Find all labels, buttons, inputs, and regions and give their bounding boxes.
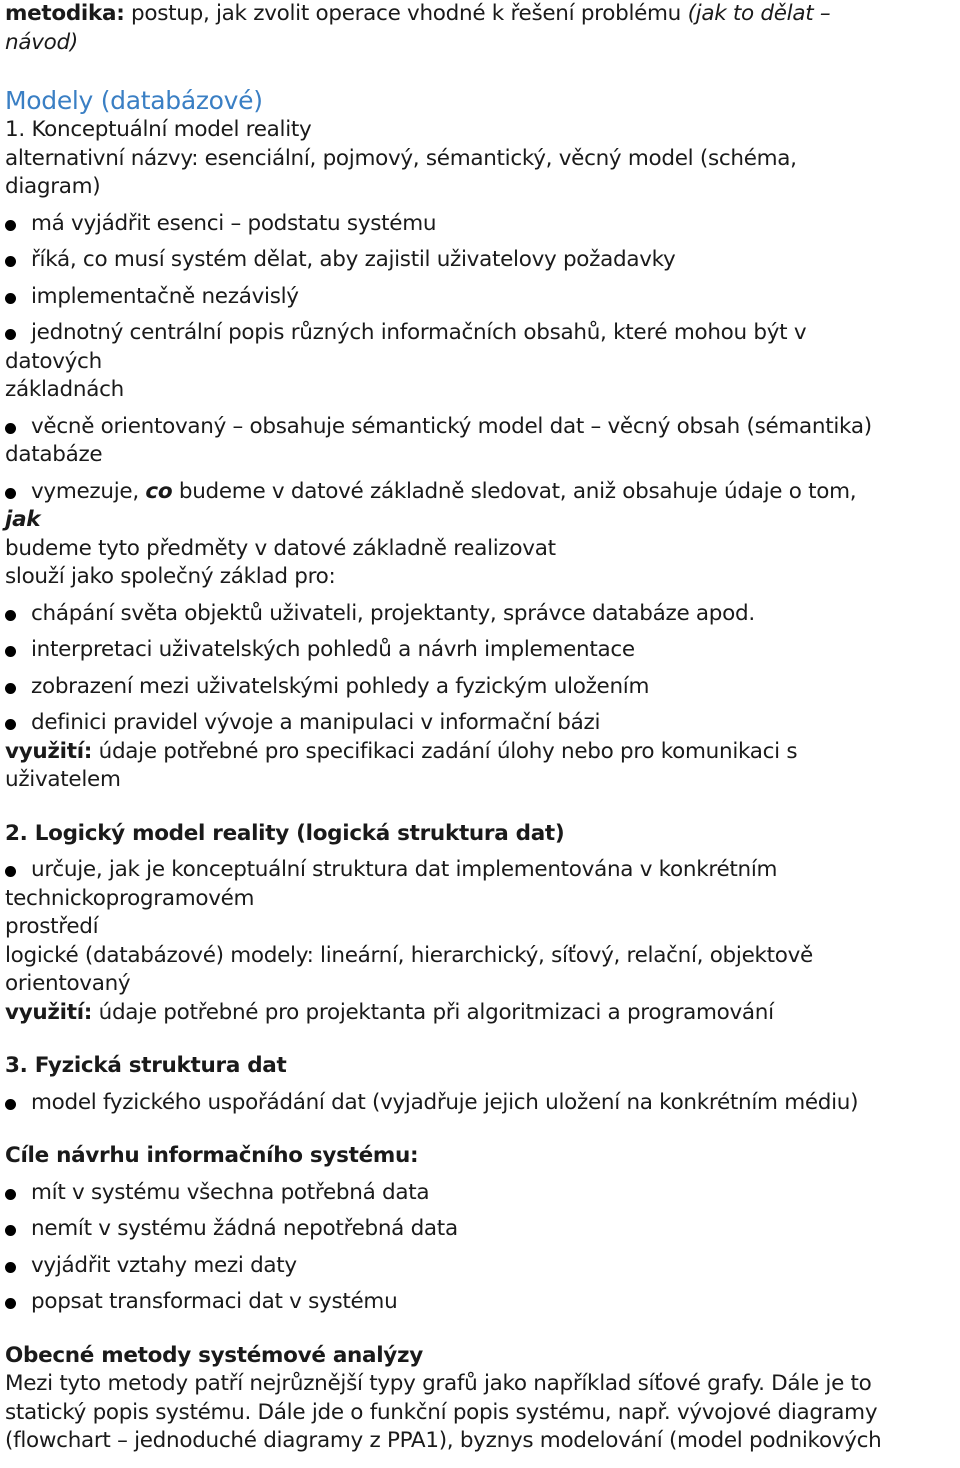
bullet-dot-icon bbox=[5, 256, 16, 267]
s1-use-label: využití: bbox=[5, 738, 93, 764]
s1-use-line: využití: údaje potřebné pro specifikaci zadání úlohy nebo pro komunikaci s bbox=[5, 738, 798, 764]
bullet-dot-icon bbox=[5, 1298, 16, 1309]
bullet-dot-icon bbox=[5, 610, 16, 621]
bullet-dot-icon bbox=[5, 1262, 16, 1273]
s2-use-label: využití: bbox=[5, 999, 93, 1025]
s1-bullet-6: vymezuje, co budeme v datové základně sledovat, aniž obsahuje údaje o tom, bbox=[5, 478, 955, 507]
goals-bullet-4: popsat transformaci dat v systému bbox=[5, 1288, 955, 1317]
intro-italic-2: návod) bbox=[5, 29, 78, 55]
s1-bullet-4-line-2: datových bbox=[5, 348, 102, 374]
intro-italic-1: (jak to dělat – bbox=[687, 1, 831, 26]
bullet-dot-icon bbox=[5, 1099, 16, 1110]
section-1-heading: 1. Konceptuální model reality bbox=[5, 117, 312, 142]
s1-bullet-2: říká, co musí systém dělat, aby zajistil uživatelovy požadavky bbox=[5, 246, 955, 275]
s1-bullet-5: věcně orientovaný – obsahuje sémantický model dat – věcný obsah (sémantika) bbox=[5, 413, 955, 442]
goals-bullet-1: mít v systému všechna potřebná data bbox=[5, 1179, 955, 1208]
s1-bullet-3: implementačně nezávislý bbox=[5, 283, 955, 312]
s1-bullet-7: chápání světa objektů uživateli, projektanty, správce databáze apod. bbox=[5, 600, 955, 629]
goals-heading: Cíle návrhu informačního systému: bbox=[5, 1143, 419, 1168]
s2-bullet-1-line-2: technickoprogramovém bbox=[5, 885, 255, 911]
s2-bullet-1: určuje, jak je konceptuální struktura dat implementována v konkrétním bbox=[5, 856, 955, 885]
s1-use-line-2: uživatelem bbox=[5, 767, 121, 792]
bullet-dot-icon bbox=[5, 1225, 16, 1236]
s1-alt-line-2: diagram) bbox=[5, 174, 101, 199]
bullet-dot-icon bbox=[5, 1189, 16, 1200]
s1-bullet-10: definici pravidel vývoje a manipulaci v informační bázi bbox=[5, 709, 955, 738]
s1-bullet-9: zobrazení mezi uživatelskými pohledy a fyzickým uložením bbox=[5, 673, 955, 702]
intro-line-1 bbox=[5, 0, 955, 29]
bullet-dot-icon bbox=[5, 646, 16, 657]
emph-co: co bbox=[145, 478, 173, 504]
s2-bullet-1-line-3: prostředí bbox=[5, 914, 99, 939]
methods-heading: Obecné metody systémové analýzy bbox=[5, 1342, 423, 1368]
s1-alt-line-1: alternativní názvy: esenciální, pojmový, sémantický, věcný model (schéma, bbox=[5, 145, 797, 171]
bullet-dot-icon bbox=[5, 423, 16, 434]
section-2-heading: 2. Logický model reality (logická struktura dat) bbox=[5, 820, 565, 846]
methods-line-1: Mezi tyto metody patří nejrůznější typy grafů jako například síťové grafy. Dále je to bbox=[5, 1371, 872, 1396]
intro-label: metodika: bbox=[5, 1, 125, 26]
emph-jak: jak bbox=[5, 507, 41, 532]
intro-text: postup, jak zvolit operace vhodné k řešení problému bbox=[124, 1, 688, 26]
s1-serves: slouží jako společný základ pro: bbox=[5, 564, 336, 589]
methods-line-3: (flowchart – jednoduché diagramy z PPA1), byznys modelování (model podnikových bbox=[5, 1428, 882, 1453]
section-3-heading: 3. Fyzická struktura dat bbox=[5, 1053, 287, 1078]
bullet-dot-icon bbox=[5, 866, 16, 877]
bullet-dot-icon bbox=[5, 220, 16, 231]
goals-bullet-3: vyjádřit vztahy mezi daty bbox=[5, 1252, 955, 1281]
methods-line-2: statický popis systému. Dále jde o funkční popis systému, např. vývojové diagramy bbox=[5, 1399, 878, 1425]
s2-models-line-2: orientovaný bbox=[5, 971, 131, 996]
bullet-dot-icon bbox=[5, 329, 16, 340]
s1-bullet-8: interpretaci uživatelských pohledů a návrh implementace bbox=[5, 636, 955, 665]
s1-bullet-5-line-2: databáze bbox=[5, 442, 103, 467]
bullet-dot-icon bbox=[5, 488, 16, 499]
bullet-dot-icon bbox=[5, 683, 16, 694]
document-body bbox=[5, 0, 955, 1456]
s3-bullet-1: model fyzického uspořádání dat (vyjadřuje jejich uložení na konkrétním médiu) bbox=[5, 1089, 955, 1118]
s1-bullet-6-line-3: budeme tyto předměty v datové základně realizovat bbox=[5, 535, 556, 561]
bullet-dot-icon bbox=[5, 293, 16, 304]
models-heading: Modely (databázové) bbox=[5, 86, 263, 115]
goals-bullet-2: nemít v systému žádná nepotřebná data bbox=[5, 1215, 955, 1244]
s2-models-line-1: logické (databázové) modely: lineární, hierarchický, síťový, relační, objektově bbox=[5, 942, 813, 968]
s1-bullet-4: jednotný centrální popis různých informačních obsahů, které mohou být v bbox=[5, 319, 955, 348]
s1-bullet-4-line-3: základnách bbox=[5, 377, 124, 402]
s1-bullet-1: má vyjádřit esenci – podstatu systému bbox=[5, 210, 955, 239]
bullet-dot-icon bbox=[5, 719, 16, 730]
s2-use-line: využití: údaje potřebné pro projektanta při algoritmizaci a programování bbox=[5, 999, 774, 1025]
